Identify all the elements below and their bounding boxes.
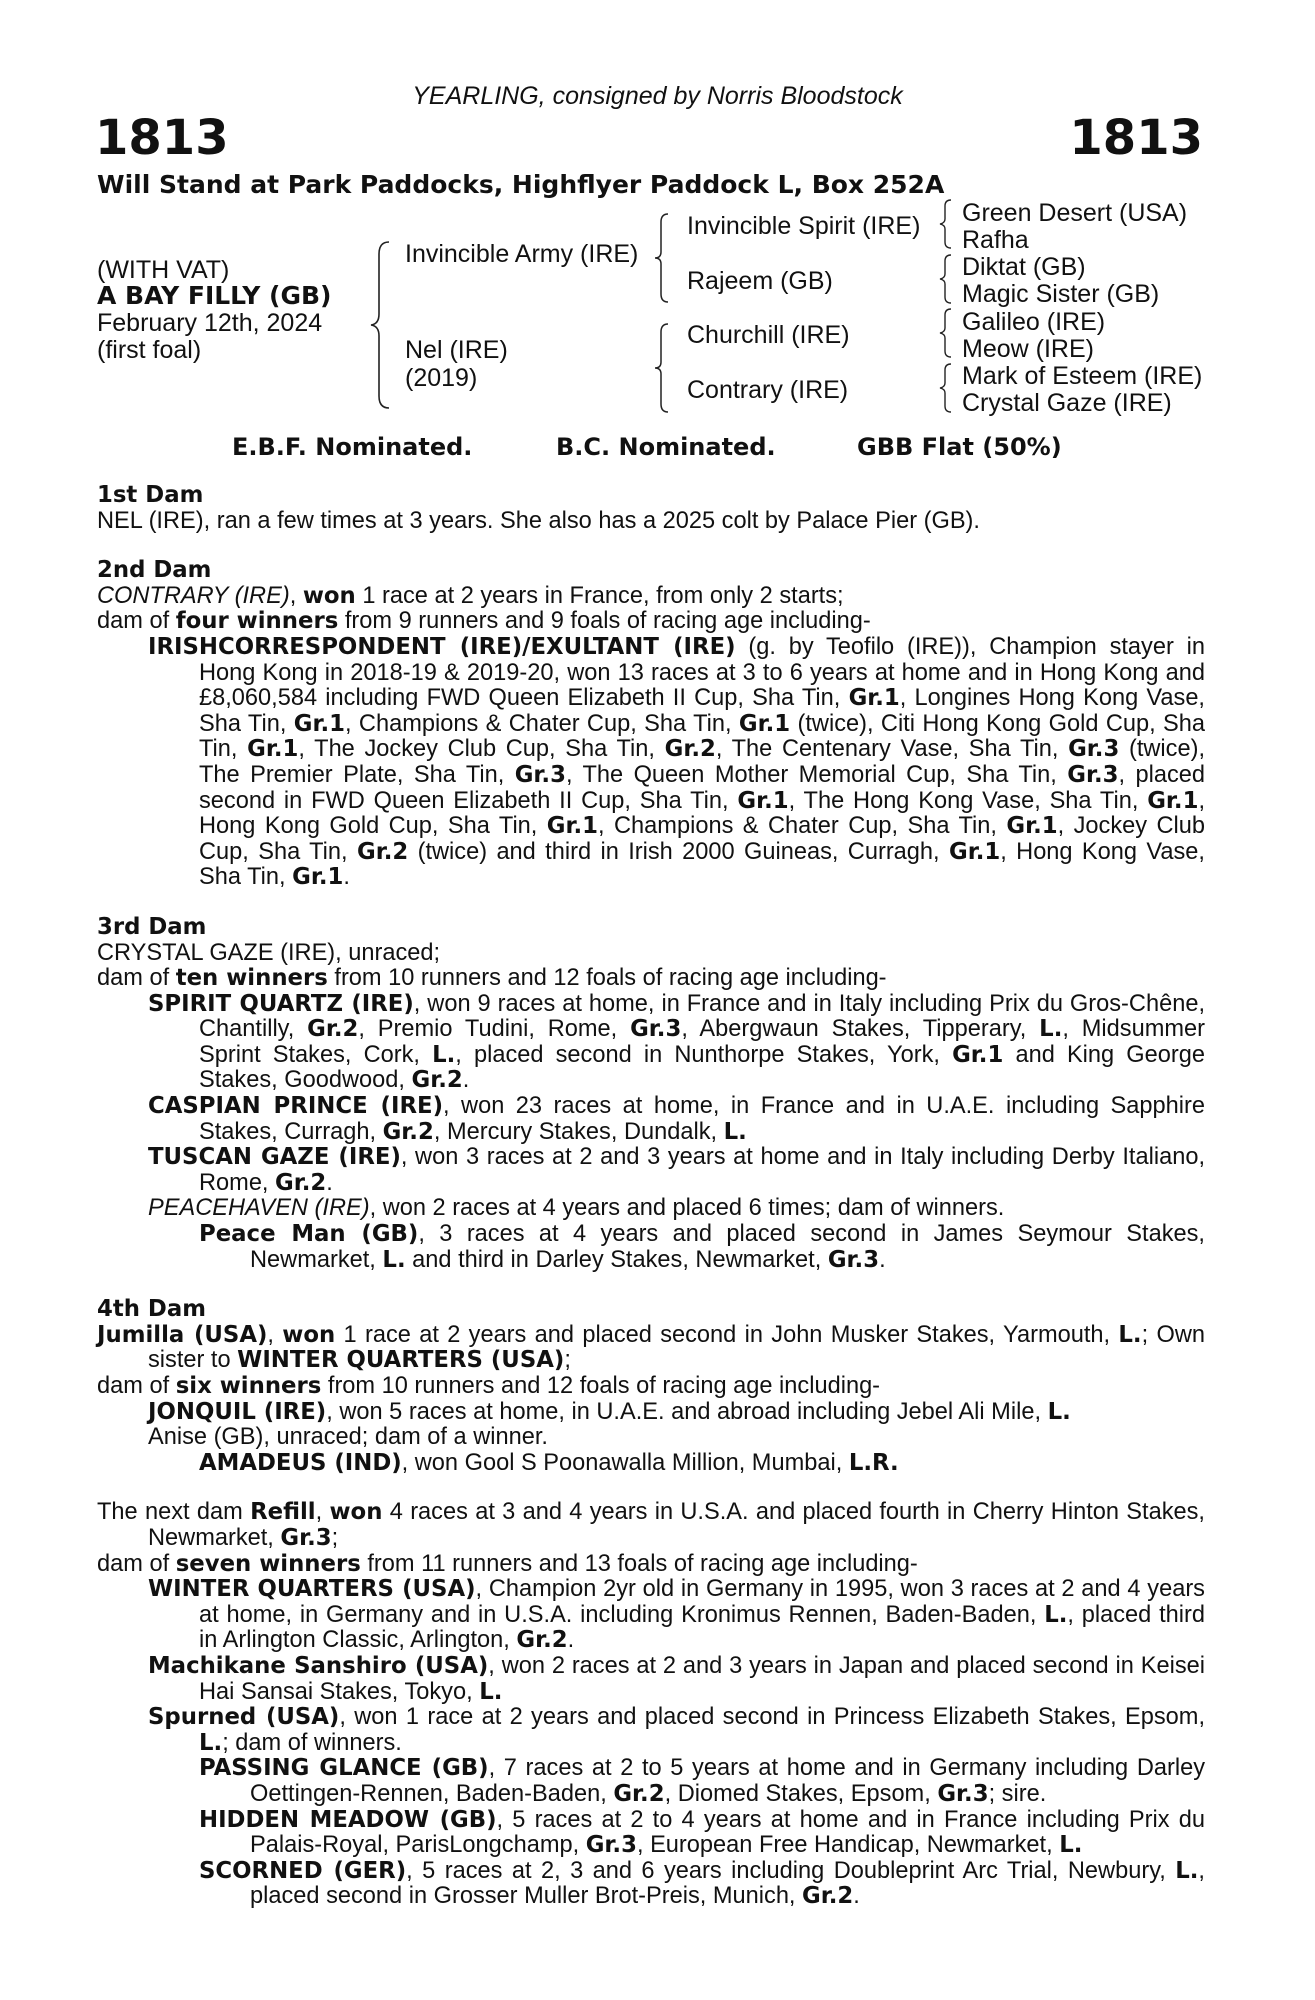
text-run: , placed second in Nunthorpe Stakes, York, [455,1041,953,1068]
bold-run: PASSING GLANCE (GB) [199,1755,489,1782]
gen3-7: Mark of Esteem (IRE) [962,362,1203,390]
produce-entry [97,992,1205,1094]
grade-marker: Gr.1 [1006,813,1058,840]
bold-run: Gr.2 [275,1169,327,1196]
second-dam-produce [97,609,1205,635]
text-run: , The Queen Mother Memorial Cup, Sha Tin, [565,761,1068,788]
third-dam-produce [97,966,1205,992]
sire-brace [650,212,674,304]
bold-run: Refill [250,1499,316,1526]
bold-run: Gr.2 [613,1780,665,1807]
produce-entry [97,1094,1205,1145]
grade-marker: Gr.1 [1147,787,1199,814]
gen3-3: Diktat (GB) [962,253,1086,281]
text-run: , Abergwaun Stakes, Tipperary, [681,1016,1040,1043]
gen3-2: Rafha [962,226,1029,254]
sire-dam: Rajeem (GB) [687,267,833,295]
text-run: , won 1 race at 2 years and placed second in Princess Elizabeth Stakes, Epsom, [339,1704,1205,1731]
vat-note: (WITH VAT) [97,256,230,284]
grade-marker: Gr.1 [247,736,299,763]
main-brace [365,240,395,410]
bold-run: won [329,1499,383,1526]
foal-note: (first foal) [97,336,202,364]
text-run: , Champion 2yr old in Germany in 1995, won 3 races at 2 and 4 years at home, in Germany and in U.S.A. including Kronimus Rennen, Baden-Baden, [199,1576,1205,1628]
bold-run: Machikane Sanshiro (USA) [148,1652,489,1679]
bold-run: Gr.2 [382,1118,434,1145]
text-run: The next dam [97,1499,251,1526]
text-run: ; Own sister to [148,1321,1205,1374]
second-dam-record: 1 race at 2 years in France, from only 2 starts; [355,582,844,609]
bold-run: WINTER QUARTERS (USA) [148,1576,476,1603]
produce-entry [97,1808,1205,1859]
text-run: . [326,1169,333,1196]
text-run: , [267,1321,283,1348]
bold-run: L. [1047,1398,1071,1425]
text-run: , won Gool S Poonawalla Million, Mumbai, [401,1449,849,1476]
text-run: . [879,1246,886,1273]
text-run: , 3 races at 4 years and placed second in James Seymour Stakes, Newmarket, [250,1221,1205,1273]
text-run: , Premio Tudini, Rome, [358,1016,631,1043]
text-run: from 10 runners and 12 foals of racing age including- [321,1373,881,1399]
produce-entry [97,1196,1205,1222]
bold-run: L. [479,1678,503,1705]
bold-run: Gr.3 [280,1524,332,1551]
next-dam-sub-entries [97,1756,1205,1910]
text-run: ; sire. [988,1780,1047,1807]
bold-run: Gr.2 [802,1883,854,1910]
bold-run: L. [1044,1601,1068,1628]
produce-entry [97,1859,1205,1910]
bold-run: L. [199,1729,223,1756]
dam-of-label: dam of [97,965,176,992]
bold-run: L. [382,1246,406,1273]
runner-record [199,634,1205,890]
bold-run: L.R. [848,1449,899,1476]
brace-3b [935,253,957,305]
third-dam-entries [97,992,1205,1222]
bold-run: seven winners [175,1550,361,1577]
bold-run: Gr.1 [952,1041,1004,1068]
bold-run: L. [1118,1321,1142,1348]
text-run: and King George Stakes, Goodwood, [199,1041,1205,1094]
dam-name: Nel (IRE) [405,336,508,364]
italic-run: PEACEHAVEN (IRE) [148,1195,370,1222]
third-dam-sub-entry [97,1222,1205,1273]
text-run: , Hong Kong Gold Cup, Sha Tin, [199,787,1206,840]
grade-marker: Gr.3 [1068,736,1120,763]
bold-run: Gr.3 [630,1016,682,1043]
text-run: (g. by Teofilo (IRE)), Champion stayer in Hong Kong in 2018-19 & 2019-20, won 13 races at 3 to 6 years at home and in Hong Kong and £8,060,584 including FWD Queen Elizabeth II Cup, Sha Tin, [199,633,1205,712]
bold-run: WINTER QUARTERS (USA) [237,1347,565,1374]
lot-number-left: 1813 [95,110,229,166]
dam-dam: Contrary (IRE) [687,376,849,404]
bold-run: HIDDEN MEADOW (GB) [199,1806,497,1833]
text-run: , Mercury Stakes, Dundalk, [433,1118,724,1145]
bold-run: Jumilla (USA) [97,1321,268,1348]
bold-run: Gr.2 [411,1067,463,1094]
text-run: , Diomed Stakes, Epsom, [664,1780,938,1807]
winners-count: ten winners [175,965,328,992]
dam-sire: Churchill (IRE) [687,321,850,349]
produce-entry [97,1400,1205,1426]
grade-marker: Gr.1 [948,838,1001,865]
second-dam-intro: CONTRARY (IRE), won 1 race at 2 years in France, from only 2 starts; [97,582,844,609]
dam-brace [650,322,674,414]
text-run: . [462,1067,470,1094]
gen3-6: Meow (IRE) [962,335,1094,363]
bold-run: L. [723,1118,747,1145]
third-dam-intro: CRYSTAL GAZE (IRE), unraced; [97,939,441,966]
text-run: dam of [97,1373,176,1399]
text-run: , 5 races at 2, 3 and 6 years including Doubleprint Arc Trial, Newbury, [406,1857,1176,1884]
produce-entry [97,1756,1205,1807]
bold-run: SPIRIT QUARTZ (IRE) [148,990,414,1017]
text-run: ; [564,1347,571,1374]
text-run: , won 23 races at home, in France and in U.A.E. including Sapphire Stakes, Curragh, [199,1093,1205,1145]
second-dam-heading: 2nd Dam [97,557,212,584]
next-dam-intro [97,1500,1205,1551]
grade-marker: Gr.3 [1067,761,1119,788]
bold-run: won [282,1321,336,1348]
grade-marker: Gr.1 [292,864,344,891]
text-run: Anise (GB), unraced; dam of a winner. [148,1424,548,1451]
fourth-dam-heading: 4th Dam [97,1296,206,1323]
consignment-subtitle: YEARLING, consigned by Norris Bloodstock [412,82,903,110]
text-run: , 5 races at 2 to 4 years at home and in France including Prix du Palais-Royal, ParisLongchamp, [250,1806,1205,1859]
text-run: , Hong Kong Vase, Sha Tin, [199,838,1205,891]
grade-marker: Gr.2 [356,838,409,865]
bold-run: AMADEUS (IND) [199,1449,402,1476]
fourth-dam-intro [97,1323,1205,1374]
bold-run: TUSCAN GAZE (IRE) [148,1144,401,1171]
text-run: ; [331,1524,339,1551]
sire-name: Invincible Army (IRE) [405,240,639,268]
second-dam-runner [97,635,1205,891]
bold-run: L. [1059,1832,1083,1859]
fourth-dam-produce [97,1374,1205,1400]
lot-number-right: 1813 [1069,110,1203,166]
bold-run: six winners [175,1373,322,1399]
grade-marker: Gr.1 [738,710,791,737]
produce-entry [97,1654,1205,1705]
text-run: dam of [97,1550,176,1577]
runner-name: IRISHCORRESPONDENT (IRE)/EXULTANT (IRE) [148,633,736,660]
text-run: , The Centenary Vase, Sha Tin, [715,736,1069,763]
text-run: , Midsummer Sprint Stakes, Cork, [199,1016,1205,1068]
text-run: , Longines Hong Kong Vase, Sha Tin, [199,685,1205,737]
gen3-4: Magic Sister (GB) [962,280,1160,308]
bold-run: L. [432,1041,456,1068]
winners-count: four winners [175,608,339,635]
bold-run: JONQUIL (IRE) [148,1398,327,1425]
text-run: , Jockey Club Cup, Sha Tin, [199,813,1205,865]
runners-summary: from 9 runners and 9 foals of racing age including- [338,608,871,635]
produce-entry [97,1705,1205,1756]
dam-of-label: dam of [97,608,176,635]
bc-nomination: B.C. Nominated. [556,433,776,461]
fourth-dam-sub-entry [97,1451,1205,1477]
text-run: . [567,1627,575,1654]
bold-run: L. [1039,1016,1063,1043]
text-run: . [853,1883,860,1910]
text-run: , Champions & Chater Cup, Sha Tin, [345,710,739,737]
won-label: won [302,582,356,609]
bold-run: L. [1175,1857,1199,1884]
text-run: 4 races at 3 and 4 years in U.S.A. and placed fourth in Cherry Hinton Stakes, Newmarket, [148,1499,1205,1551]
text-run: . [343,864,350,891]
bold-run: Gr.3 [937,1780,989,1807]
next-dam-entries [97,1577,1205,1756]
gen3-5: Galileo (IRE) [962,308,1106,336]
third-dam-heading: 3rd Dam [97,913,207,940]
fourth-dam-entries [97,1400,1205,1451]
text-run: , 7 races at 2 to 5 years at home and in Germany including Darley Oettingen-Rennen, Baden-Baden, [250,1755,1206,1807]
gen3-1: Green Desert (USA) [962,199,1188,227]
grade-marker: Gr.3 [514,761,566,788]
text-run: from 11 runners and 13 foals of racing age including- [360,1550,918,1577]
brace-3d [935,362,957,414]
bold-run: CASPIAN PRINCE (IRE) [148,1093,443,1120]
text-run: , [315,1499,330,1526]
text-run: , won 2 races at 4 years and placed 6 times; dam of winners. [369,1195,1005,1222]
text-run: , won 9 races at home, in France and in Italy including Prix du Gros-Chêne, Chantilly, [199,990,1205,1043]
brace-3c [935,307,957,359]
grade-marker: Gr.1 [546,813,599,840]
grade-marker: Gr.1 [848,685,900,712]
text-run: (twice), Citi Hong Kong Gold Cup, Sha Tin, [199,710,1206,763]
bold-run: Spurned (USA) [148,1704,340,1731]
text-run: , won 2 races at 2 and 3 years in Japan and placed second in Keisei Hai Sansai Stakes, Tokyo, [199,1652,1205,1705]
produce-entry [97,1577,1205,1654]
text-run: , The Jockey Club Cup, Sha Tin, [298,736,665,763]
text-run: , The Hong Kong Vase, Sha Tin, [788,787,1148,814]
second-dam-name: CONTRARY (IRE) [97,582,290,609]
stand-location: Will Stand at Park Paddocks, Highflyer Paddock L, Box 252A [97,170,945,199]
grade-marker: Gr.2 [664,736,716,763]
text-run: (twice) and third in Irish 2000 Guineas, Curragh, [408,838,949,865]
text-run: (twice), The Premier Plate, Sha Tin, [199,736,1206,788]
produce-entry [97,1145,1205,1196]
foaling-date: February 12th, 2024 [97,309,323,337]
bold-run: Gr.3 [827,1246,880,1273]
text-run: , won 5 races at home, in U.A.E. and abroad including Jebel Ali Mile, [326,1398,1048,1425]
brace-3a [935,198,957,250]
bold-run: Peace Man (GB) [199,1221,419,1248]
bold-run: SCORNED (GER) [199,1857,407,1884]
horse-name: A BAY FILLY (GB) [97,281,332,310]
text-run: , placed third in Arlington Classic, Arlington, [199,1601,1206,1654]
ebf-nomination: E.B.F. Nominated. [232,433,473,461]
text-run: , placed second in Grosser Muller Brot-Preis, Munich, [250,1857,1205,1910]
runners-summary: from 10 runners and 12 foals of racing age including- [327,965,887,992]
first-dam-text: NEL (IRE), ran a few times at 3 years. She also has a 2025 colt by Palace Pier (GB). [97,507,980,534]
text-run: 1 race at 2 years and placed second in John Musker Stakes, Yarmouth, [335,1321,1119,1348]
text-run: , placed second in FWD Queen Elizabeth II Cup, Sha Tin, [199,761,1205,814]
text-run: , won 3 races at 2 and 3 years at home and in Italy including Derby Italiano, Rome, [199,1144,1205,1196]
catalogue-body [97,483,1205,1910]
produce-entry [97,1425,1205,1451]
text-run: , Champions & Chater Cup, Sha Tin, [598,813,1007,840]
text-run: , European Free Handicap, Newmarket, [636,1832,1060,1859]
text-run: ; dam of winners. [222,1729,402,1756]
sire-sire: Invincible Spirit (IRE) [687,212,921,240]
dam-year: (2019) [405,364,478,392]
bold-run: Gr.3 [585,1832,637,1859]
text-run: and third in Darley Stakes, Newmarket, [405,1246,828,1273]
bold-run: Gr.2 [516,1627,568,1654]
next-dam-produce [97,1552,1205,1578]
gen3-8: Crystal Gaze (IRE) [962,389,1172,417]
grade-marker: Gr.1 [293,710,345,737]
first-dam-heading: 1st Dam [97,482,204,508]
gbb-nomination: GBB Flat (50%) [857,433,1062,461]
grade-marker: Gr.1 [737,787,789,814]
bold-run: Gr.2 [307,1016,359,1043]
